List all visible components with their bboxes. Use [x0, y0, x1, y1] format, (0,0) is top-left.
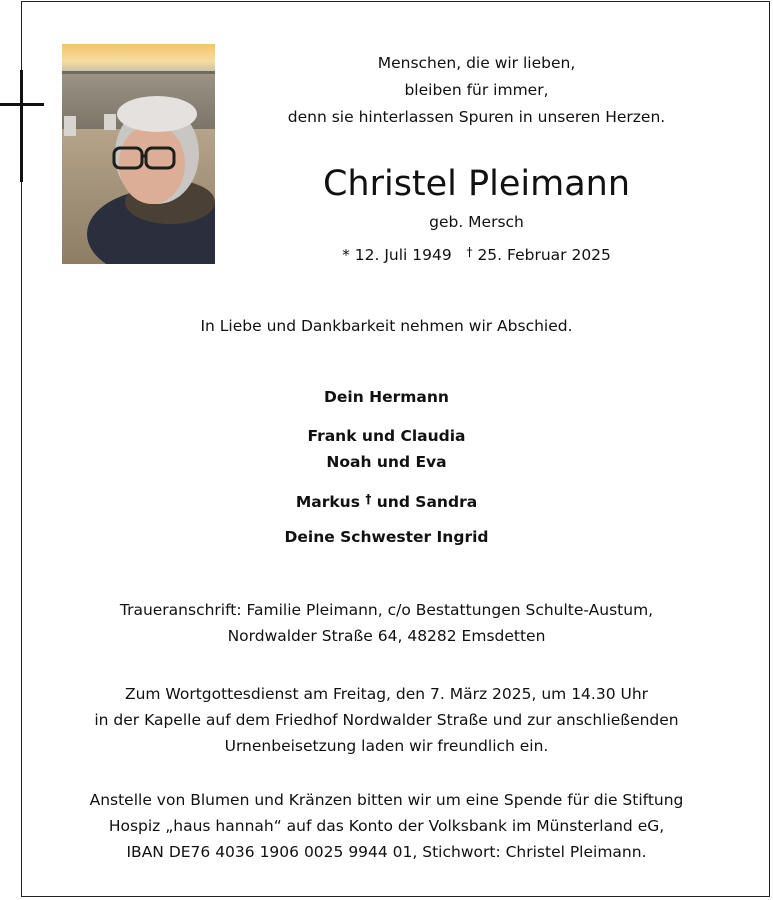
quote-line: bleiben für immer,	[404, 81, 549, 99]
family-name: Markus	[295, 493, 360, 511]
family-line: Noah und Eva	[326, 453, 447, 471]
death-date: 25. Februar 2025	[477, 246, 611, 264]
family-member: Deine Schwester Ingrid	[284, 528, 489, 546]
family-dagger: †	[365, 492, 372, 506]
donation-line: Hospiz „haus hannah“ auf das Konto der Volksbank im Münsterland eG,	[108, 817, 665, 835]
family-line: Frank und Claudia	[307, 427, 466, 445]
service-line: Urnenbeisetzung laden wir freundlich ein.	[224, 737, 549, 755]
donation-info	[0, 787, 773, 865]
donation-line: Anstelle von Blumen und Kränzen bitten wir um eine Spende für die Stiftung	[89, 791, 684, 809]
deceased-name: Christel Pleimann	[322, 164, 631, 204]
mourning-address	[0, 597, 773, 649]
address-line: Traueranschrift: Familie Pleimann, c/o Bestattungen Schulte-Austum,	[119, 601, 654, 619]
family-member: Dein Hermann	[324, 388, 449, 406]
donation-line: IBAN DE76 4036 1906 0025 9944 01, Stichwort: Christel Pleimann.	[126, 843, 647, 861]
cross-icon	[0, 70, 44, 182]
address-line: Nordwalder Straße 64, 48282 Emsdetten	[227, 627, 546, 645]
service-line: in der Kapelle auf dem Friedhof Nordwalder Straße und zur anschließenden	[94, 711, 679, 729]
service-info	[0, 681, 773, 759]
service-line: Zum Wortgottesdienst am Freitag, den 7. März 2025, um 14.30 Uhr	[124, 685, 649, 703]
quote-line: Menschen, die wir lieben,	[377, 54, 576, 72]
maiden-name: geb. Mersch	[429, 213, 524, 231]
family-member	[0, 423, 773, 475]
family-name: und Sandra	[376, 493, 478, 511]
quote-line: denn sie hinterlassen Spuren in unseren Herzen.	[287, 108, 666, 126]
birth-date: * 12. Juli 1949	[342, 246, 452, 264]
memorial-quote	[180, 50, 773, 131]
farewell-text: In Liebe und Dankbarkeit nehmen wir Abschied.	[200, 317, 573, 335]
family-member	[0, 486, 773, 515]
death-dagger: †	[466, 245, 473, 259]
life-dates	[180, 239, 773, 268]
